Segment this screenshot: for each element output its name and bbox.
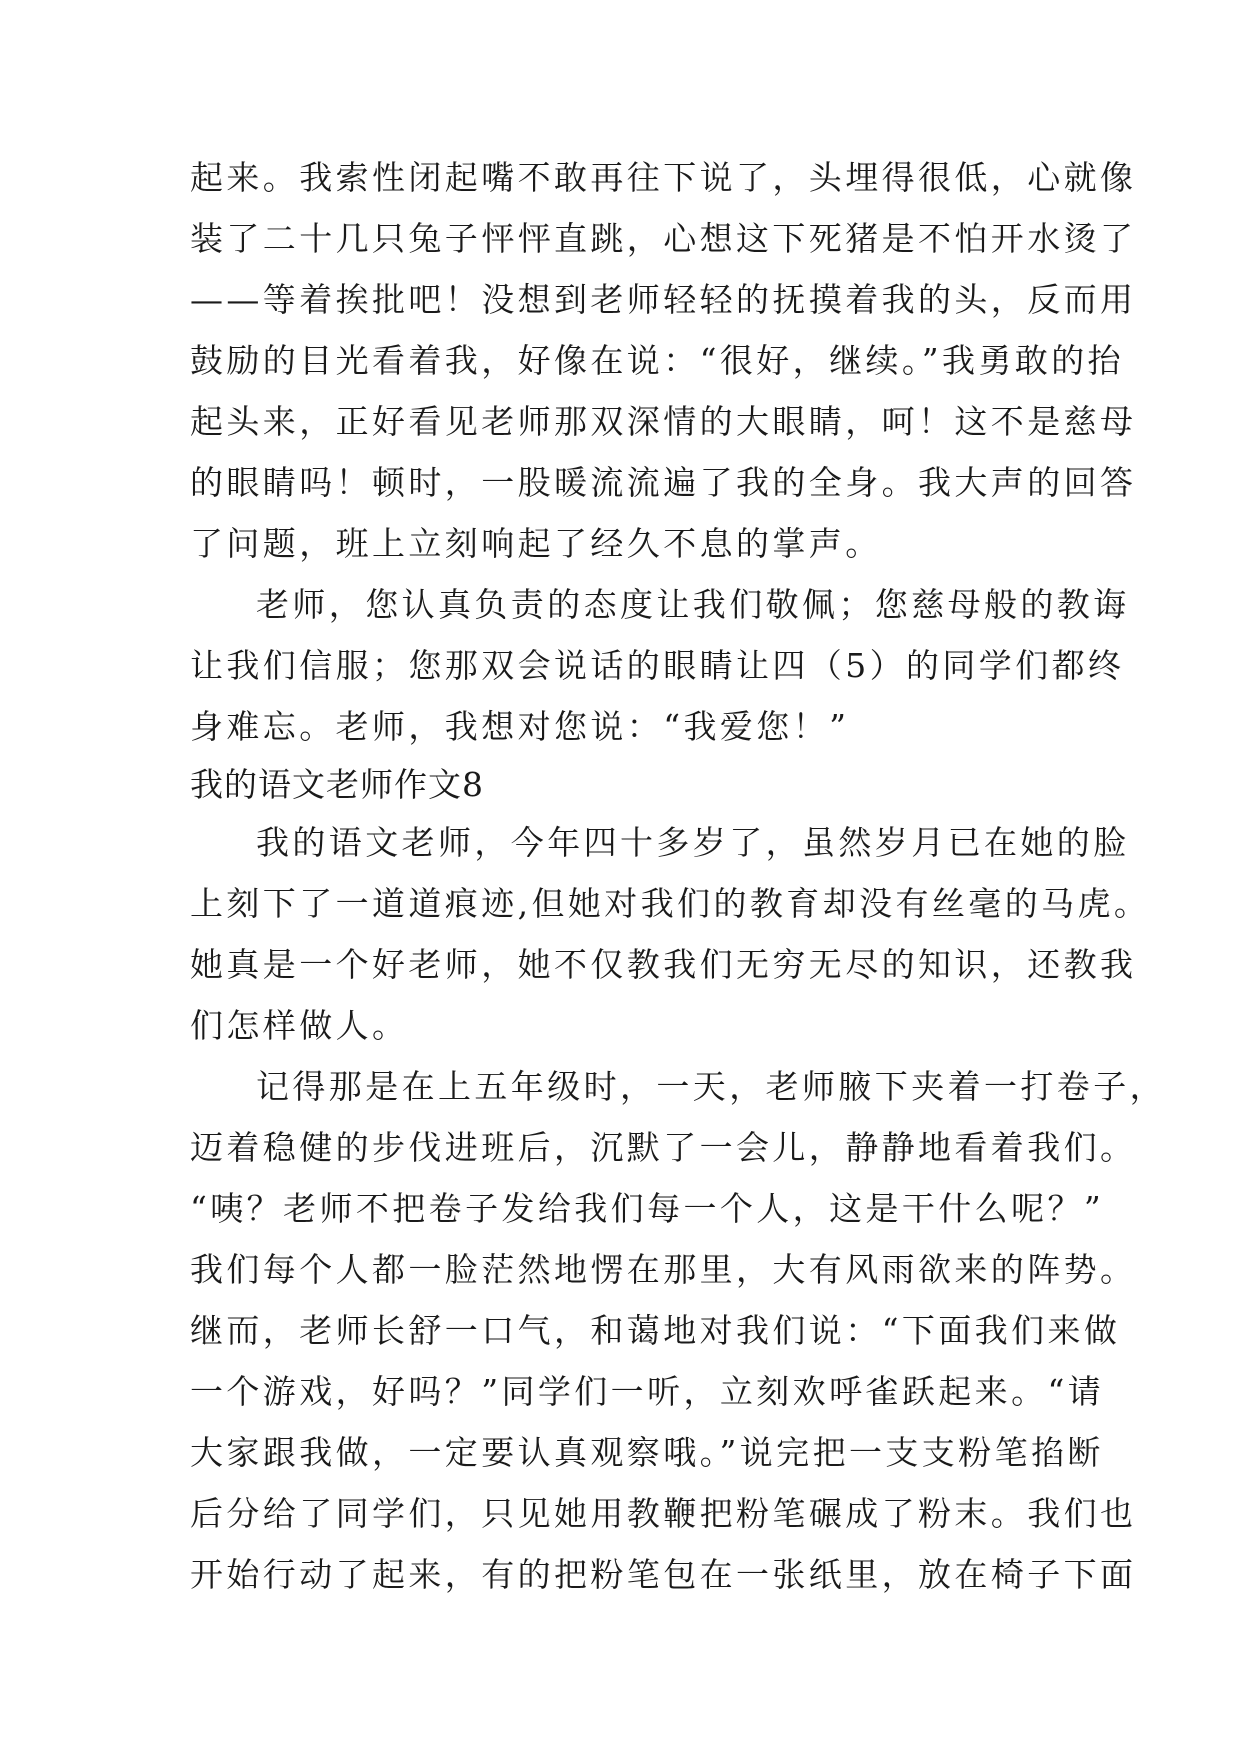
- paragraph-line: 她真是一个好老师，她不仅教我们无穷无尽的知识，还教我: [190, 945, 1137, 984]
- paragraph-line: 大家跟我做，一定要认真观察哦。”说完把一支支粉笔掐断: [190, 1433, 1104, 1472]
- paragraph-line: 装了二十几只兔子怦怦直跳，心想这下死猪是不怕开水烫了: [190, 219, 1137, 258]
- paragraph-line: 上刻下了一道道痕迹,但她对我们的教育却没有丝毫的马虎。: [190, 884, 1151, 923]
- paragraph-line: 我的语文老师，今年四十多岁了，虽然岁月已在她的脸: [256, 823, 1130, 862]
- paragraph-line: “咦？老师不把卷子发给我们每一个人，这是干什么呢？”: [190, 1189, 1105, 1228]
- paragraph-line: 迈着稳健的步伐进班后，沉默了一会儿，静静地看着我们。: [190, 1128, 1137, 1167]
- paragraph-line: 起头来，正好看见老师那双深情的大眼睛，呵！这不是慈母: [190, 402, 1137, 441]
- paragraph-line: 一个游戏，好吗？”同学们一听，立刻欢呼雀跃起来。“请: [190, 1372, 1105, 1411]
- paragraph-line: 的眼睛吗！顿时，一股暖流流遍了我的全身。我大声的回答: [190, 463, 1137, 502]
- paragraph-line: 继而，老师长舒一口气，和蔼地对我们说：“下面我们来做: [190, 1311, 1121, 1350]
- paragraph-line: 开始行动了起来，有的把粉笔包在一张纸里，放在椅子下面: [190, 1555, 1137, 1594]
- paragraph-line: 后分给了同学们，只见她用教鞭把粉笔碾成了粉末。我们也: [190, 1494, 1137, 1533]
- paragraph-line: 老师，您认真负责的态度让我们敬佩；您慈母般的教诲: [256, 585, 1130, 624]
- paragraph-line: ——等着挨批吧！没想到老师轻轻的抚摸着我的头，反而用: [190, 280, 1137, 319]
- section-heading: 我的语文老师作文8: [190, 765, 484, 804]
- paragraph-line: 身难忘。老师，我想对您说：“我爱您！”: [190, 707, 850, 746]
- paragraph-line: 了问题，班上立刻响起了经久不息的掌声。: [190, 524, 882, 563]
- paragraph-line: 起来。我索性闭起嘴不敢再往下说了，头埋得很低，心就像: [190, 158, 1137, 197]
- paragraph-line: 记得那是在上五年级时，一天，老师腋下夹着一打卷子，: [256, 1067, 1166, 1106]
- paragraph-line: 们怎样做人。: [190, 1006, 409, 1045]
- paragraph-line: 鼓励的目光看着我，好像在说：“很好，继续。”我勇敢的抬: [190, 341, 1125, 380]
- paragraph-line: 让我们信服；您那双会说话的眼睛让四（5）的同学们都终: [190, 646, 1125, 685]
- paragraph-line: 我们每个人都一脸茫然地愣在那里，大有风雨欲来的阵势。: [190, 1250, 1137, 1289]
